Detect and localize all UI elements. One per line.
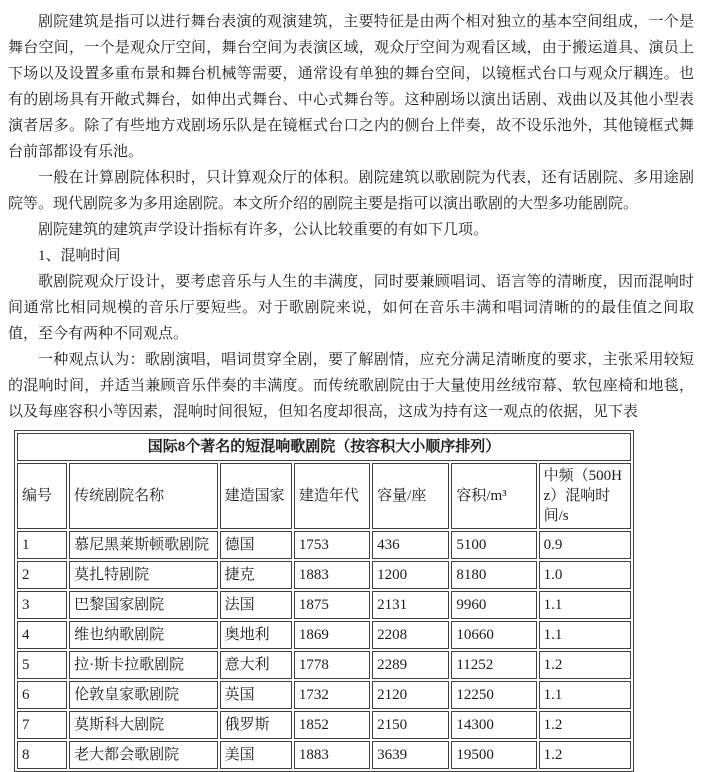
cell-year-built: 1869 xyxy=(294,621,370,649)
cell-country: 意大利 xyxy=(220,651,292,679)
cell-reverberation: 1.1 xyxy=(539,621,631,649)
cell-theater-name: 莫斯科大剧院 xyxy=(69,711,217,739)
table-row xyxy=(17,591,631,619)
cell-country: 法国 xyxy=(220,591,292,619)
paragraph-theater-definition: 剧院建筑是指可以进行舞台表演的观演建筑，主要特征是由两个相对独立的基本空间组成，一个是舞台空间，一个是观众厅空间，舞台空间为表演区域，观众厅空间为观看区域，由于搬运道具、演员上下场以及设置多重布景和舞台机械等需要，通常设有单独的舞台空间，以镜框式台口与观众厅耦连。也有的剧场具有开敞式舞台，如伸出式舞台、中心式舞台等。这种剧场以演出话剧、戏曲以及其他小型表演者居多。除了有些地方戏剧场乐队是在镜框式台口之内的侧台上伴奏，故不设乐池外，其他镜框式舞台前部都设有乐池。 xyxy=(8,14,694,160)
cell-number: 8 xyxy=(17,741,67,769)
cell-capacity: 2131 xyxy=(372,591,449,619)
cell-capacity: 2289 xyxy=(372,651,449,679)
column-header-theater-name: 传统剧院名称 xyxy=(69,463,217,529)
cell-year-built: 1732 xyxy=(294,681,370,709)
table-row xyxy=(17,621,631,649)
cell-capacity: 2120 xyxy=(372,681,449,709)
paragraph-viewpoint-one: 一种观点认为：歌剧演唱，唱词贯穿全剧，要了解剧情，应充分满足清晰度的要求，主张采用较短的混响时间，并适当兼顾音乐伴奏的丰满度。而传统歌剧院由于大量使用丝绒帘幕、软包座椅和地毯，以及每座容积小等因素，混响时间很短，但知名度却很高，这成为持有这一观点的依据，见下表 xyxy=(8,352,694,420)
table-row xyxy=(17,561,631,589)
cell-number: 6 xyxy=(17,681,67,709)
table-row xyxy=(17,651,631,679)
column-header-capacity: 容量/座 xyxy=(372,463,449,529)
paragraph-auditorium-design: 歌剧院观众厅设计，要考虑音乐与人生的丰满度，同时要兼顾唱词、语言等的清晰度，因而混响时间通常比相同规模的音乐厅要短些。对于歌剧院来说，如何在音乐丰满和唱词清晰的的最佳值之间取值，至今有两种不同观点。 xyxy=(8,274,694,342)
cell-number: 4 xyxy=(17,621,67,649)
column-header-reverberation: 中频（500Hz）混响时间/s xyxy=(539,463,631,529)
cell-capacity: 1200 xyxy=(372,561,449,589)
cell-country: 英国 xyxy=(220,681,292,709)
paragraph-acoustic-indicators: 剧院建筑的建筑声学设计指标有许多，公认比较重要的有如下几项。 xyxy=(38,222,489,238)
table-title: 国际8个著名的短混响歌剧院（按容积大小顺序排列） xyxy=(17,433,631,461)
cell-reverberation: 1.2 xyxy=(539,741,631,769)
cell-theater-name: 巴黎国家剧院 xyxy=(69,591,217,619)
cell-volume: 14300 xyxy=(451,711,536,739)
table-title-row xyxy=(17,433,631,461)
cell-reverberation: 0.9 xyxy=(539,531,631,559)
cell-year-built: 1875 xyxy=(294,591,370,619)
cell-capacity: 3639 xyxy=(372,741,449,769)
cell-number: 5 xyxy=(17,651,67,679)
cell-country: 俄罗斯 xyxy=(220,711,292,739)
opera-house-table xyxy=(14,430,634,772)
cell-theater-name: 莫扎特剧院 xyxy=(69,561,217,589)
cell-country: 德国 xyxy=(220,531,292,559)
cell-number: 7 xyxy=(17,711,67,739)
section-heading-reverberation-time: 1、混响时间 xyxy=(38,248,121,264)
cell-capacity: 2208 xyxy=(372,621,449,649)
cell-reverberation: 1.2 xyxy=(539,711,631,739)
column-header-country: 建造国家 xyxy=(220,463,292,529)
cell-volume: 5100 xyxy=(451,531,536,559)
cell-number: 1 xyxy=(17,531,67,559)
cell-year-built: 1883 xyxy=(294,561,370,589)
cell-volume: 10660 xyxy=(451,621,536,649)
cell-volume: 19500 xyxy=(451,741,536,769)
cell-theater-name: 老大都会歌剧院 xyxy=(69,741,217,769)
column-header-volume: 容积/m³ xyxy=(451,463,536,529)
cell-volume: 9960 xyxy=(451,591,536,619)
cell-theater-name: 慕尼黑莱斯顿歌剧院 xyxy=(69,531,217,559)
cell-year-built: 1778 xyxy=(294,651,370,679)
cell-country: 美国 xyxy=(220,741,292,769)
table-row xyxy=(17,681,631,709)
cell-theater-name: 伦敦皇家歌剧院 xyxy=(69,681,217,709)
cell-volume: 12250 xyxy=(451,681,536,709)
cell-reverberation: 1.2 xyxy=(539,651,631,679)
cell-year-built: 1852 xyxy=(294,711,370,739)
cell-volume: 8180 xyxy=(451,561,536,589)
cell-country: 奥地利 xyxy=(220,621,292,649)
cell-number: 3 xyxy=(17,591,67,619)
column-header-year-built: 建造年代 xyxy=(294,463,370,529)
cell-capacity: 2150 xyxy=(372,711,449,739)
column-header-number: 编号 xyxy=(17,463,67,529)
cell-theater-name: 维也纳歌剧院 xyxy=(69,621,217,649)
cell-theater-name: 拉·斯卡拉歌剧院 xyxy=(69,651,217,679)
cell-capacity: 436 xyxy=(372,531,449,559)
cell-reverberation: 1.1 xyxy=(539,681,631,709)
table-header-row xyxy=(17,463,631,529)
table-row xyxy=(17,741,631,769)
cell-volume: 11252 xyxy=(451,651,536,679)
cell-country: 捷克 xyxy=(220,561,292,589)
cell-year-built: 1753 xyxy=(294,531,370,559)
cell-year-built: 1883 xyxy=(294,741,370,769)
table-row xyxy=(17,531,631,559)
cell-reverberation: 1.1 xyxy=(539,591,631,619)
cell-reverberation: 1.0 xyxy=(539,561,631,589)
paragraph-volume-calculation: 一般在计算剧院体积时，只计算观众厅的体积。剧院建筑以歌剧院为代表，还有话剧院、多用途剧院等。现代剧院多为多用途剧院。本文所介绍的剧院主要是指可以演出歌剧的大型多功能剧院。 xyxy=(8,170,694,212)
cell-number: 2 xyxy=(17,561,67,589)
table-row xyxy=(17,711,631,739)
